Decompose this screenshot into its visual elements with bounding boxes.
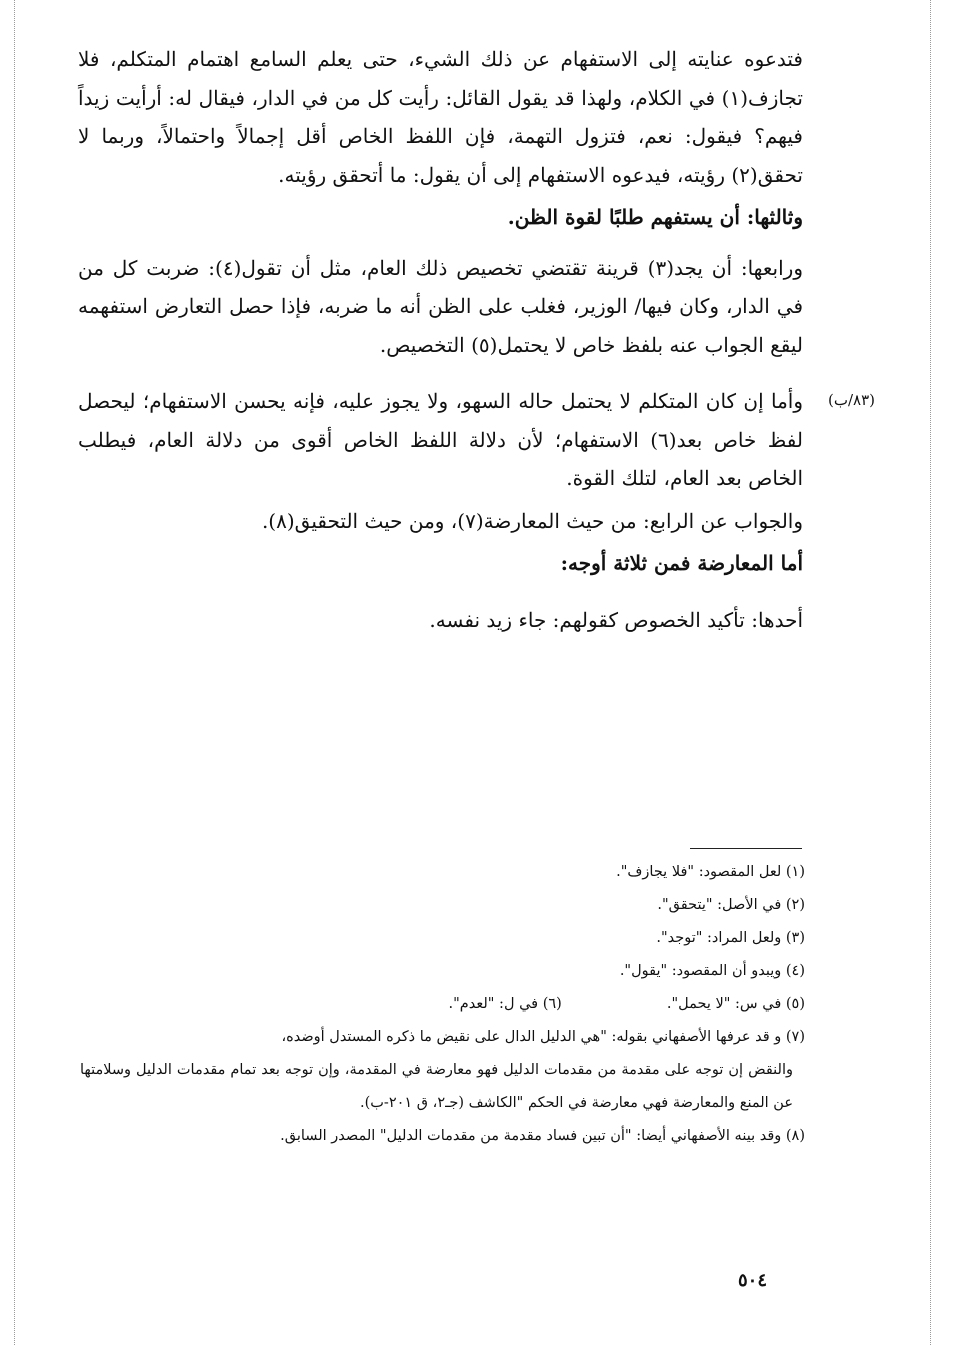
page-number: ٥٠٤	[738, 1270, 768, 1291]
scan-edge-right	[930, 0, 931, 1345]
paragraph-3: ورابعها: أن يجد(٣) قرينة تقتضي تخصيص ذلك العام، مثل أن تقول(٤): ضربت كل من في الدار، وكان فيها/ الوزير، فغلب على الظن أنه ما ضربه، فإذا حصل التعارض استفهمه ليقع الجواب عنه بلفظ خاص لا يحتمل(٥) التخصيص.	[78, 255, 803, 357]
footnote-row-5-6	[80, 988, 805, 1021]
folio-margin-note: (٨٣/ب)	[828, 391, 876, 409]
footnote-separator	[690, 848, 802, 849]
paragraph-5: والجواب عن الرابع: من حيث المعارضة(٧)، ومن حيث التحقيق(٨).	[261, 508, 803, 533]
footnote-4: (٤) ويبدو أن المقصود: "يقول".	[619, 963, 805, 979]
scan-edge-left	[14, 0, 15, 1345]
footnote-2: (٢) في الأصل: "يتحقق".	[657, 897, 805, 913]
paragraph-2: وثالثها: أن يستفهم طلبًا لقوة الظن.	[507, 205, 803, 229]
paragraph-6: أما المعارضة فمن ثلاثة أوجه:	[560, 551, 803, 575]
footnote-6: (٦) في ل: "لعدم".	[448, 996, 562, 1012]
paragraph-1: فتدعوه عنايته إلى الاستفهام عن ذلك الشيء، حتى يعلم السامع اهتمام المتكلم، فلا تجازف(١) في الكلام، ولهذا قد يقول القائل: رأيت كل من في الدار، فيقال له: أرأيت زيداً فيهم؟ فيقول: نعم، فتزول التهمة، فإن اللفظ الخاص أقل إجمالاً واحتمالاً، وربما لا تحقق(٢) رؤيته، فيدعوه الاستفهام إلى أن يقول: ما أتحقق رؤيته.	[78, 47, 803, 187]
footnote-3: (٣) ولعل المراد: "توجد".	[656, 930, 805, 946]
footnote-7: (٧) و قد عرفها الأصفهاني بقوله: "هي الدليل الدال على نقيض ما ذكره المستدل أوضده،	[281, 1029, 805, 1045]
footnote-1: (١) لعل المقصود: "فلا يجازف".	[616, 864, 805, 880]
paragraph-4: وأما إن كان المتكلم لا يحتمل حاله السهو، ولا يجوز عليه، فإنه يحسن الاستفهام؛ ليحصل لفظ خاص بعد(٦) الاستفهام؛ لأن دلالة اللفظ الخاص أقوى من دلالة العام، فيطلب الخاص بعد العام، لتلك القوة.	[78, 389, 803, 490]
paragraph-7: أحدها: تأكيد الخصوص كقولهم: جاء زيد نفسه.	[429, 607, 803, 632]
footnote-5: (٥) في س: "لا يحمل".	[666, 996, 805, 1012]
footnotes	[80, 856, 805, 1153]
footnote-7-continuation: والنقض إن توجه على مقدمة من مقدمات الدليل فهو معارضة في المقدمة، وإن توجه بعد تمام مقدمات الدليل وسلامتها عن المنع والمعارضة فهي معارضة في الحكم "الكاشف (جـ٢، ق ٢٠١-ب).	[80, 1062, 793, 1111]
footnote-8: (٨) وقد بينه الأصفهاني أيضا: "أن تبين فساد مقدمة من مقدمات الدليل" المصدر السابق.	[280, 1128, 805, 1144]
main-text	[78, 40, 803, 639]
